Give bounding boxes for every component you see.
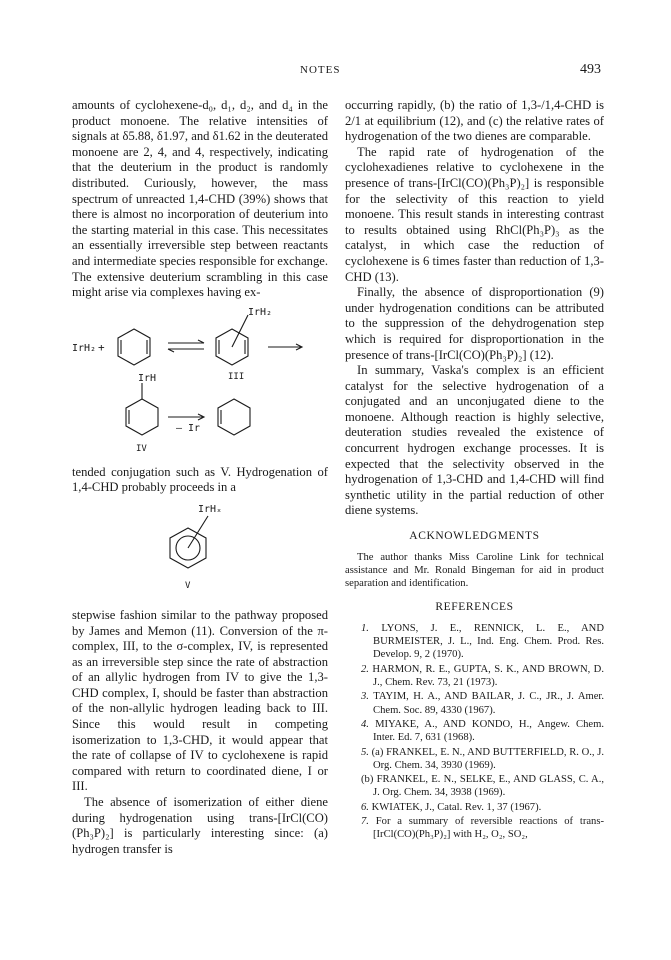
acknowledgments-text: The author thanks Miss Caroline Link for technical assistance and Mr. Ronald Bingeman for aid in product separation and identification. (345, 551, 604, 590)
minus-ir-label: – Ir (176, 422, 201, 434)
paragraph: stepwise fashion similar to the pathway proposed by James and Memon (11). Conversion of the π-complex, III, to the σ-complex, IV, is represented as an irreversible step since the rate of abstraction of an allylic hydrogen from IV to give the 1,3-CHD complex, I, should be faster than abstraction of the non-allylic hydrogen leading back to III. Since this would result in competing isomerization to 1,3-CHD, it would appear that the rate of collapse of IV to cyclohexene is rapid compared with return to coordinated diene, I or III. (72, 607, 328, 794)
reference-item: 6. KWIATEK, J., Catal. Rev. 1, 37 (1967). (361, 801, 542, 813)
compound-label-iv: IV (136, 443, 147, 454)
paragraph: In summary, Vaska's complex is an efficient catalyst for the selective hydrogenation of a conjugated and an unconjugated diene to the monoene. Although reaction is highly selective, deuteration studies revealed the existence of concurrent hydrogen exchange processes. It is expected that the selectivity observed in the hydrogenation of 1,3-CHD and 1,4-CHD will find synthetic utility in the partial reduction of other diene systems. (345, 363, 604, 518)
paragraph: Finally, the absence of disproportionation (9) under hydrogenation conditions can be attributed to the suppression of the dehydrogenation step which is required for disproportionation in the presence of trans-[IrCl(CO)(Ph₃P)₂] (12). (345, 285, 604, 362)
paragraph: The absence of isomerization of either diene during hydrogenation using trans-[IrCl(CO)(Ph₃P)₂] is particularly interesting since: (a) hydrogen transfer is (72, 795, 328, 856)
plus-sign: + (98, 340, 105, 354)
reference-item: 1. LYONS, J. E., RENNICK, L. E., AND BURMEISTER, J. L., Ind. Eng. Chem. Prod. Res. Develop. 9, 2 (1970). (361, 622, 604, 661)
irhx-label: IrHₓ (198, 503, 223, 515)
reference-item: 5. (a) FRANKEL, E. N., AND BUTTERFIELD, R. O., J. Org. Chem. 34, 3930 (1969). (361, 746, 605, 771)
irh-label: IrH (138, 372, 157, 384)
references-heading: REFERENCES (435, 601, 514, 614)
reaction-scheme-drawing (72, 307, 328, 457)
acknowledgments-heading: ACKNOWLEDGMENTS (409, 530, 540, 543)
paragraph: occurring rapidly, (b) the ratio of 1,3-/1,4-CHD is 2/1 at equilibrium (12), and (c) the relative rates of hydrogenation of the two dienes are comparable. (345, 98, 604, 144)
running-header (0, 64, 671, 84)
reference-item: 4. MIYAKE, A., AND KONDO, H., Angew. Chem. Inter. Ed. 7, 631 (1968). (361, 718, 604, 744)
paragraph: The rapid rate of hydrogenation of the cyclohexadienes relative to cyclohexene in the presence of trans-[IrCl(CO)(Ph₃P)₂] is responsible for the selectivity of this reaction to yield monoene. This result stands in interesting contrast to results obtained using RhCl(Ph₃P)₃ as the catalyst, in which case the reduction of cyclohexene is 6 times faster than reduction of 1,3-CHD (13). (345, 144, 604, 284)
structure-v (72, 500, 328, 600)
references-list (345, 622, 604, 842)
left-column (72, 98, 328, 857)
reference-item: 3. TAYIM, H. A., AND BAILAR, J. C., JR., J. Amer. Chem. Soc. 89, 4330 (1967). (361, 691, 604, 716)
reference-item: 7. For a summary of reversible reactions of trans-[IrCl(CO)(Ph₃P)₂] with H₂, O₂, SO₂, (361, 815, 605, 841)
structure-v-drawing (72, 500, 328, 600)
journal-section-title: NOTES (300, 64, 341, 76)
reference-item: 2. HARMON, R. E., GUPTA, S. K., AND BROWN, D. J., Chem. Rev. 73, 21 (1973). (361, 663, 604, 689)
right-column (345, 98, 604, 843)
paragraph: amounts of cyclohexene-d₀, d₁, d₂, and d₄ in the product monoene. The relative intensities of signals at δ5.88, δ1.97, and δ1.62 in the deuterated monoene are 2, 4, and 4, respectively, indicating that the deuterium in the product is randomly distributed. Curiously, however, the mass spectrum of unreacted 1,4-CHD (39%) shows that there is almost no incorporation of deuterium into the starting material in this case. This necessitates an essentially irreversible step between reactants and intermediate species responsible for exchange. The extensive deuterium scrambling in this case might arise via complexes having ex- (72, 98, 328, 300)
reaction-scheme (72, 307, 328, 457)
irh2-label: IrH₂ (72, 342, 97, 354)
compound-label-iii: III (228, 371, 245, 382)
reference-item: (b) FRANKEL, E. N., SELKE, E., AND GLASS, C. A., J. Org. Chem. 34, 3938 (1969). (361, 774, 604, 799)
compound-label-v: V (185, 580, 191, 591)
irh2-top-label: IrH₂ (248, 306, 273, 318)
page-number: 493 (580, 62, 601, 77)
paragraph: tended conjugation such as V. Hydrogenation of 1,4-CHD probably proceeds in a (72, 464, 328, 495)
